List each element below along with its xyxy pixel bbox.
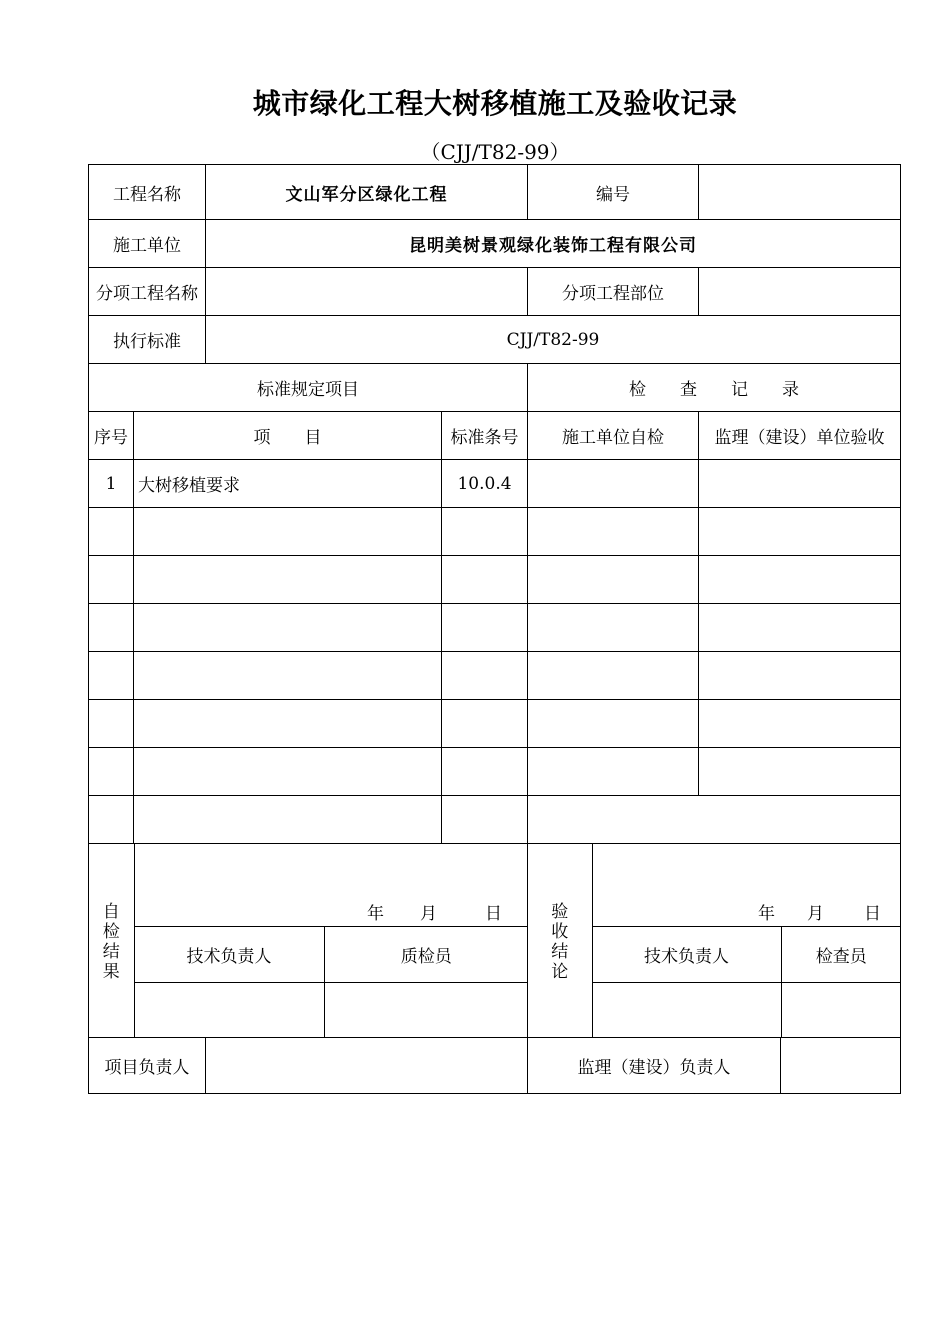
sub-project-value[interactable] — [206, 268, 528, 316]
contractor-row — [89, 220, 901, 268]
col-self-check: 施工单位自检 — [528, 412, 699, 460]
number-value[interactable] — [699, 165, 901, 220]
row-item[interactable] — [134, 700, 442, 748]
table-row — [89, 652, 901, 700]
row-item[interactable] — [134, 508, 442, 556]
row-clause: 10.0.4 — [442, 460, 528, 508]
standard-row — [89, 316, 901, 364]
row-supervisor-check[interactable] — [699, 556, 901, 604]
acceptance-inspector-label: 检查员 — [781, 926, 901, 982]
col-seq: 序号 — [89, 412, 134, 460]
document-title: 城市绿化工程大树移植施工及验收记录 — [252, 87, 738, 120]
self-check-date-line: 年 月 日 — [367, 903, 502, 924]
sub-project-part-label: 分项工程部位 — [528, 268, 699, 316]
row-supervisor-check[interactable] — [699, 700, 901, 748]
table-row — [89, 508, 901, 556]
sub-project-row — [89, 268, 901, 316]
supervisor-lead-label: 监理（建设）负责人 — [528, 1038, 781, 1094]
row-seq — [89, 604, 134, 652]
table-row — [89, 700, 901, 748]
table-row — [89, 556, 901, 604]
col-item: 项 目 — [134, 412, 442, 460]
acceptance-inner — [528, 844, 901, 1037]
row-clause[interactable] — [442, 796, 528, 844]
row-supervisor-check[interactable] — [699, 604, 901, 652]
self-check-qc-label: 质检员 — [324, 926, 528, 982]
row-self-check[interactable] — [528, 508, 699, 556]
row-self-check[interactable] — [528, 652, 699, 700]
acceptance-tech-lead-sign[interactable] — [592, 982, 781, 1037]
self-check-inner — [89, 844, 528, 1037]
table-row — [89, 796, 901, 844]
table-row — [89, 460, 901, 508]
row-clause[interactable] — [442, 556, 528, 604]
row-seq — [89, 556, 134, 604]
acceptance-tech-lead-label: 技术负责人 — [592, 926, 781, 982]
acceptance-block — [528, 844, 901, 1038]
results-row — [89, 844, 901, 1038]
row-item[interactable] — [134, 604, 442, 652]
row-supervisor-check[interactable] — [699, 748, 901, 796]
row-clause[interactable] — [442, 748, 528, 796]
number-label: 编号 — [528, 165, 699, 220]
self-check-block — [89, 844, 528, 1038]
row-seq — [89, 508, 134, 556]
row-seq — [89, 748, 134, 796]
self-check-tech-lead-label: 技术负责人 — [134, 926, 324, 982]
project-name-label: 工程名称 — [89, 165, 206, 220]
row-seq — [89, 796, 134, 844]
document-subtitle: （CJJ/T82-99） — [420, 140, 570, 164]
col-supervisor-check: 监理（建设）单位验收 — [699, 412, 901, 460]
row-self-check[interactable] — [528, 748, 699, 796]
row-self-check[interactable] — [528, 700, 699, 748]
row-self-check[interactable] — [528, 460, 699, 508]
acceptance-result-label: 验 收 结 论 — [528, 844, 592, 1037]
self-check-result-label: 自 检 结 果 — [89, 844, 134, 1037]
section-header-row — [89, 364, 901, 412]
row-supervisor-check[interactable] — [699, 652, 901, 700]
inspection-form-table — [88, 164, 901, 1094]
self-check-qc-sign[interactable] — [324, 982, 528, 1037]
row-clause[interactable] — [442, 508, 528, 556]
acceptance-date[interactable] — [592, 844, 901, 926]
row-clause[interactable] — [442, 652, 528, 700]
contractor-label: 施工单位 — [89, 220, 206, 268]
contractor-value[interactable]: 昆明美树景观绿化装饰工程有限公司 — [206, 220, 901, 268]
row-self-check[interactable] — [528, 556, 699, 604]
table-row — [89, 748, 901, 796]
column-header-row — [89, 412, 901, 460]
row-merged-record[interactable] — [528, 796, 901, 844]
sub-project-part-value[interactable] — [699, 268, 901, 316]
supervisor-lead-value[interactable] — [781, 1038, 901, 1094]
row-supervisor-check[interactable] — [699, 460, 901, 508]
standard-value[interactable]: CJJ/T82-99 — [206, 316, 901, 364]
row-seq — [89, 700, 134, 748]
footer-row — [89, 1038, 901, 1094]
project-lead-label: 项目负责人 — [89, 1038, 206, 1094]
project-name-row — [89, 165, 901, 220]
row-clause[interactable] — [442, 700, 528, 748]
inspection-record-heading: 检 查 记 录 — [528, 364, 901, 412]
row-item[interactable] — [134, 652, 442, 700]
row-item[interactable] — [134, 796, 442, 844]
row-supervisor-check[interactable] — [699, 508, 901, 556]
row-self-check[interactable] — [528, 604, 699, 652]
standard-items-heading: 标准规定项目 — [89, 364, 528, 412]
project-lead-value[interactable] — [206, 1038, 528, 1094]
row-seq — [89, 652, 134, 700]
row-item[interactable] — [134, 748, 442, 796]
row-clause[interactable] — [442, 604, 528, 652]
sub-project-label: 分项工程名称 — [89, 268, 206, 316]
self-check-date[interactable] — [134, 844, 528, 926]
row-seq: 1 — [89, 460, 134, 508]
project-name-value[interactable]: 文山军分区绿化工程 — [206, 165, 528, 220]
self-check-tech-lead-sign[interactable] — [134, 982, 324, 1037]
acceptance-inspector-sign[interactable] — [781, 982, 901, 1037]
col-clause: 标准条号 — [442, 412, 528, 460]
row-item: 大树移植要求 — [134, 460, 442, 508]
row-item[interactable] — [134, 556, 442, 604]
table-row — [89, 604, 901, 652]
standard-label: 执行标准 — [89, 316, 206, 364]
acceptance-date-line: 年 月 日 — [758, 903, 882, 924]
